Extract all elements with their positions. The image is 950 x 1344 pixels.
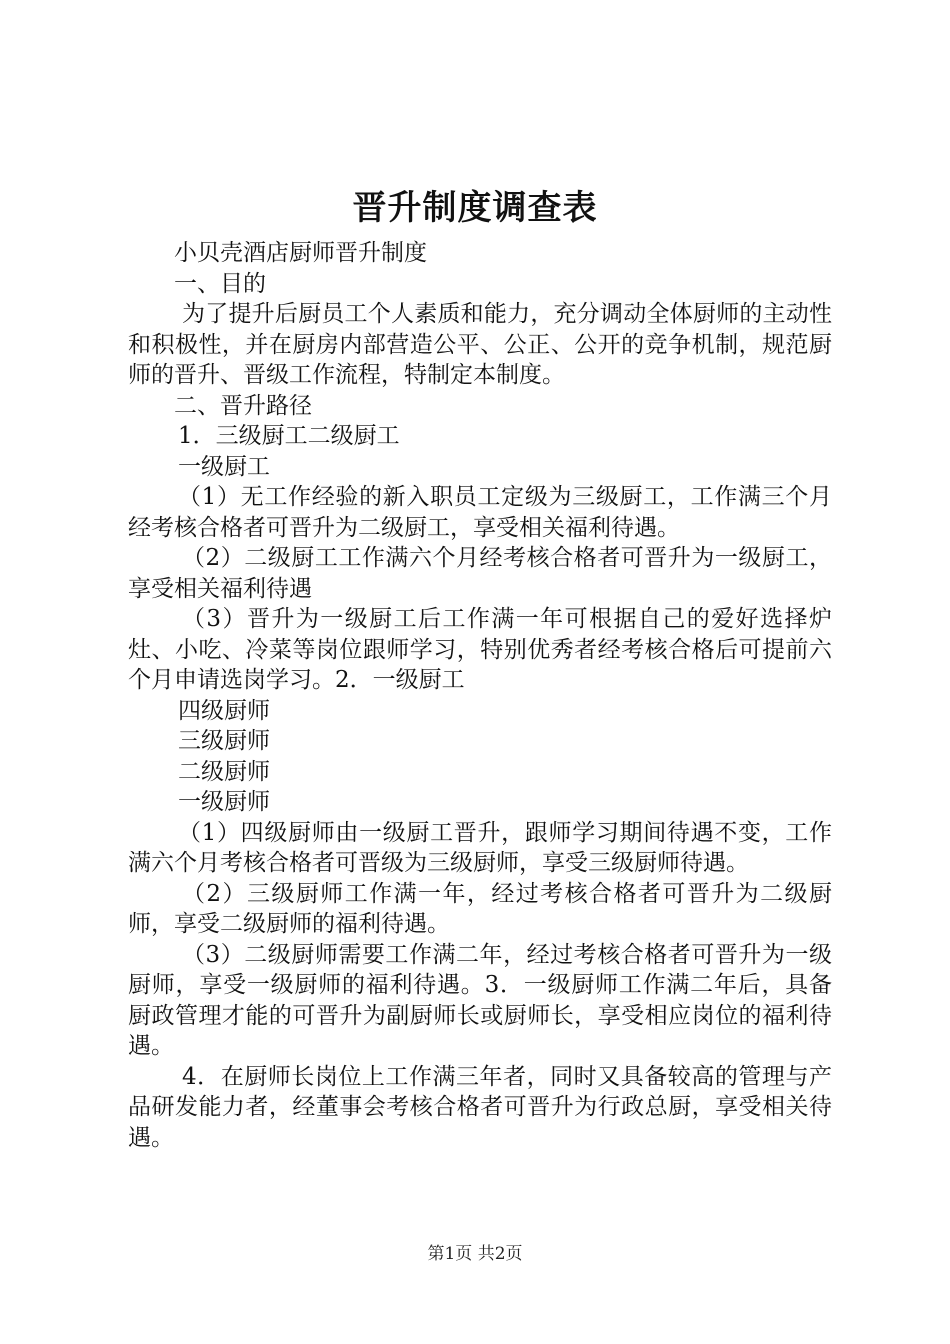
- paragraph: 为了提升后厨员工个人素质和能力，充分调动全体厨师的主动性和积极性，并在厨房内部营造公平、公正、公开的竞争机制，规范厨师的晋升、晋级工作流程，特制定本制度。: [128, 301, 832, 388]
- document-body: [128, 238, 832, 1153]
- list-item: 四级厨师: [178, 697, 270, 724]
- page-number: 第1页 共2页: [427, 1244, 523, 1264]
- paragraph: （3）晋升为一级厨工后工作满一年可根据自己的爱好选择炉灶、小吃、冷菜等岗位跟师学习，特别优秀者经考核合格后可提前六个月申请选岗学习。2．一级厨工: [128, 606, 832, 693]
- list-item: 1．三级厨工二级厨工: [178, 423, 400, 449]
- section-heading: 一、目的: [174, 270, 266, 297]
- list-item: 一级厨工: [178, 453, 270, 480]
- paragraph: （1）四级厨师由一级厨工晋升，跟师学习期间待遇不变，工作满六个月考核合格者可晋级为三级厨师，享受三级厨师待遇。: [128, 819, 832, 876]
- document-subtitle: 小贝壳酒店厨师晋升制度: [174, 240, 427, 266]
- list-item: 一级厨师: [178, 789, 270, 815]
- paragraph: （1）无工作经验的新入职员工定级为三级厨工，工作满三个月经考核合格者可晋升为二级厨工，享受相关福利待遇。: [128, 484, 832, 541]
- page-title: 晋升制度调查表: [352, 188, 598, 228]
- list-item: 二级厨师: [178, 758, 270, 785]
- paragraph: （2）三级厨师工作满一年，经过考核合格者可晋升为二级厨师，享受二级厨师的福利待遇。: [128, 880, 832, 937]
- paragraph: 4．在厨师长岗位上工作满三年者，同时又具备较高的管理与产品研发能力者，经董事会考核合格者可晋升为行政总厨，享受相关待遇。: [128, 1063, 832, 1151]
- list-item: 三级厨师: [178, 728, 270, 754]
- paragraph: （3）二级厨师需要工作满二年，经过考核合格者可晋升为一级厨师，享受一级厨师的福利待遇。3．一级厨师工作满二年后，具备厨政管理才能的可晋升为副厨师长或厨师长，享受相应岗位的福利待遇。: [128, 941, 832, 1059]
- paragraph: （2）二级厨工工作满六个月经考核合格者可晋升为一级厨工，享受相关福利待遇: [128, 545, 832, 602]
- section-heading: 二、晋升路径: [174, 392, 312, 419]
